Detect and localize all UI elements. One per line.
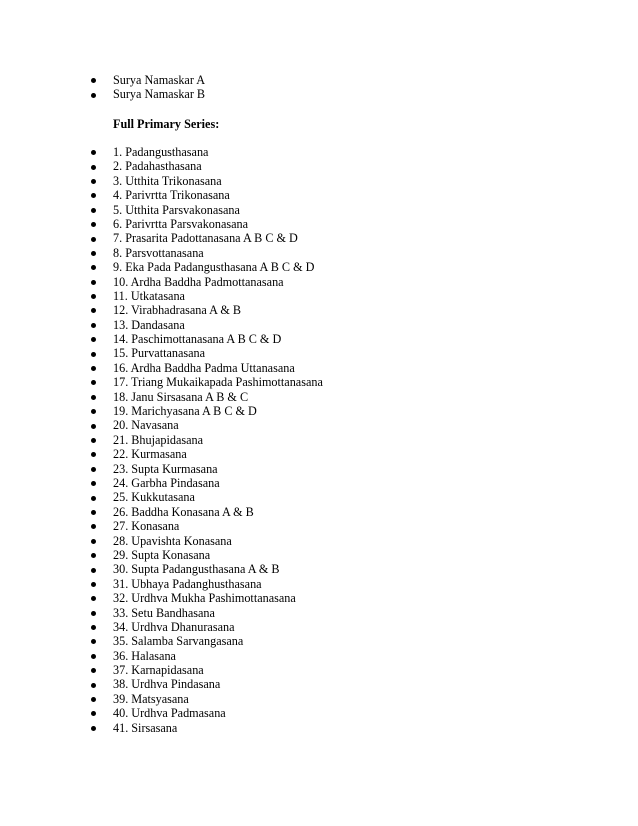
list-item-text: 22. Kurmasana — [113, 447, 187, 462]
list-item-text: 12. Virabhadrasana A & B — [113, 303, 242, 318]
bullet-icon — [91, 78, 96, 83]
list-item — [91, 447, 591, 461]
bullet-icon — [91, 726, 96, 731]
list-item — [91, 606, 591, 620]
list-item — [91, 418, 591, 432]
bullet-icon — [91, 611, 96, 616]
list-item — [91, 203, 591, 217]
list-item-text: 13. Dandasana — [113, 317, 185, 332]
bullet-icon — [91, 337, 96, 342]
list-item-text: 2. Padahasthasana — [113, 159, 202, 174]
bullet-icon — [91, 294, 96, 299]
bullet-icon — [91, 424, 96, 429]
bullet-icon — [91, 208, 96, 213]
list-item-text: 25. Kukkutasana — [113, 490, 195, 505]
list-item-text: 4. Parivrtta Trikonasana — [113, 188, 230, 203]
list-item — [91, 462, 591, 476]
bullet-icon — [91, 452, 96, 457]
list-item-text: 20. Navasana — [113, 418, 179, 433]
list-item-text: 26. Baddha Konasana A & B — [113, 504, 254, 519]
list-item-text: 23. Supta Kurmasana — [113, 461, 218, 476]
list-item-text: 37. Karnapidasana — [113, 663, 204, 678]
list-item — [91, 620, 591, 634]
list-item-text: 16. Ardha Baddha Padma Uttanasana — [113, 360, 295, 375]
bullet-icon — [91, 711, 96, 716]
list-item — [91, 361, 591, 375]
list-item — [91, 706, 591, 720]
bullet-icon — [91, 93, 96, 98]
bullet-icon — [91, 697, 96, 702]
list-item — [91, 375, 591, 389]
list-item-text: 31. Ubhaya Padanghusthasana — [113, 576, 262, 591]
list-item — [91, 476, 591, 490]
bullet-icon — [91, 280, 96, 285]
bullet-icon — [91, 668, 96, 673]
list-item-text: 36. Halasana — [113, 648, 176, 663]
bullet-icon — [91, 323, 96, 328]
bullet-icon — [91, 539, 96, 544]
list-item — [91, 663, 591, 677]
bullet-icon — [91, 438, 96, 443]
list-item — [91, 73, 591, 87]
list-item — [91, 433, 591, 447]
list-item-text: 8. Parsvottanasana — [113, 245, 204, 260]
list-item-text: 38. Urdhva Pindasana — [113, 677, 221, 692]
list-item-text: 21. Bhujapidasana — [113, 432, 204, 447]
list-item — [91, 303, 591, 317]
bullet-icon — [91, 639, 96, 644]
bullet-icon — [91, 596, 96, 601]
list-item — [91, 275, 591, 289]
list-item — [91, 159, 591, 173]
bullet-icon — [91, 481, 96, 486]
list-item-text: 41. Sirsasana — [113, 720, 178, 735]
bullet-icon — [91, 395, 96, 400]
bullet-icon — [91, 553, 96, 558]
bullet-icon — [91, 165, 96, 170]
section-heading: Full Primary Series: — [113, 117, 220, 131]
list-item — [91, 692, 591, 706]
bullet-icon — [91, 568, 96, 573]
bullet-icon — [91, 496, 96, 501]
bullet-icon — [91, 582, 96, 587]
primary-series-list — [91, 145, 591, 735]
list-item — [91, 231, 591, 245]
list-item-text: 5. Utthita Parsvakonasana — [113, 202, 240, 217]
intro-bullet-list — [91, 73, 591, 102]
bullet-icon — [91, 524, 96, 529]
list-item — [91, 390, 591, 404]
list-item — [91, 217, 591, 231]
list-item — [91, 562, 591, 576]
bullet-icon — [91, 683, 96, 688]
list-item — [91, 188, 591, 202]
list-item-text: 34. Urdhva Dhanurasana — [113, 619, 235, 634]
list-item-text: 40. Urdhva Padmasana — [113, 706, 226, 721]
list-item — [91, 677, 591, 691]
list-item-text: 33. Setu Bandhasana — [113, 605, 215, 620]
list-item-text: 9. Eka Pada Padangusthasana A B C & D — [113, 260, 315, 275]
list-item — [91, 591, 591, 605]
list-item-text: 6. Parivrtta Parsvakonasana — [113, 216, 249, 231]
list-item-text: Surya Namaskar A — [113, 73, 206, 87]
bullet-icon — [91, 251, 96, 256]
bullet-icon — [91, 237, 96, 242]
bullet-icon — [91, 625, 96, 630]
bullet-icon — [91, 308, 96, 313]
list-item-text: 15. Purvattanasana — [113, 346, 206, 361]
list-item-text: 30. Supta Padangusthasana A & B — [113, 562, 280, 577]
list-item-text: 18. Janu Sirsasana A B & C — [113, 389, 249, 404]
bullet-icon — [91, 150, 96, 155]
list-item — [91, 634, 591, 648]
bullet-icon — [91, 467, 96, 472]
list-item — [91, 260, 591, 274]
list-item — [91, 404, 591, 418]
list-item-text: 19. Marichyasana A B C & D — [113, 404, 257, 419]
list-item — [91, 548, 591, 562]
list-item — [91, 721, 591, 735]
list-item — [91, 649, 591, 663]
bullet-icon — [91, 366, 96, 371]
list-item-text: Surya Namaskar B — [113, 87, 206, 102]
list-item-text: 10. Ardha Baddha Padmottanasana — [113, 274, 284, 289]
list-item-text: 11. Utkatasana — [113, 288, 185, 303]
list-item-text: 32. Urdhva Mukha Pashimottanasana — [113, 591, 296, 606]
bullet-icon — [91, 352, 96, 357]
list-item — [91, 346, 591, 360]
list-item-text: 1. Padangusthasana — [113, 145, 209, 159]
list-item — [91, 145, 591, 159]
list-item-text: 27. Konasana — [113, 519, 180, 534]
bullet-icon — [91, 409, 96, 414]
bullet-icon — [91, 265, 96, 270]
list-item — [91, 246, 591, 260]
list-item-text: 7. Prasarita Padottanasana A B C & D — [113, 231, 298, 246]
list-item — [91, 87, 591, 101]
list-item — [91, 577, 591, 591]
list-item — [91, 490, 591, 504]
bullet-icon — [91, 380, 96, 385]
list-item — [91, 332, 591, 346]
bullet-icon — [91, 179, 96, 184]
bullet-icon — [91, 193, 96, 198]
list-item — [91, 519, 591, 533]
list-item-text: 29. Supta Konasana — [113, 547, 211, 562]
list-item-text: 14. Paschimottanasana A B C & D — [113, 332, 282, 347]
list-item-text: 24. Garbha Pindasana — [113, 475, 220, 490]
bullet-icon — [91, 222, 96, 227]
list-item — [91, 505, 591, 519]
list-item — [91, 289, 591, 303]
list-item-text: 17. Triang Mukaikapada Pashimottanasana — [113, 375, 323, 390]
list-item-text: 28. Upavishta Konasana — [113, 533, 232, 548]
list-item — [91, 174, 591, 188]
list-item-text: 35. Salamba Sarvangasana — [113, 634, 244, 649]
list-item-text: 3. Utthita Trikonasana — [113, 173, 222, 188]
list-item-text: 39. Matsyasana — [113, 691, 189, 706]
list-item — [91, 534, 591, 548]
list-item — [91, 318, 591, 332]
bullet-icon — [91, 510, 96, 515]
bullet-icon — [91, 654, 96, 659]
